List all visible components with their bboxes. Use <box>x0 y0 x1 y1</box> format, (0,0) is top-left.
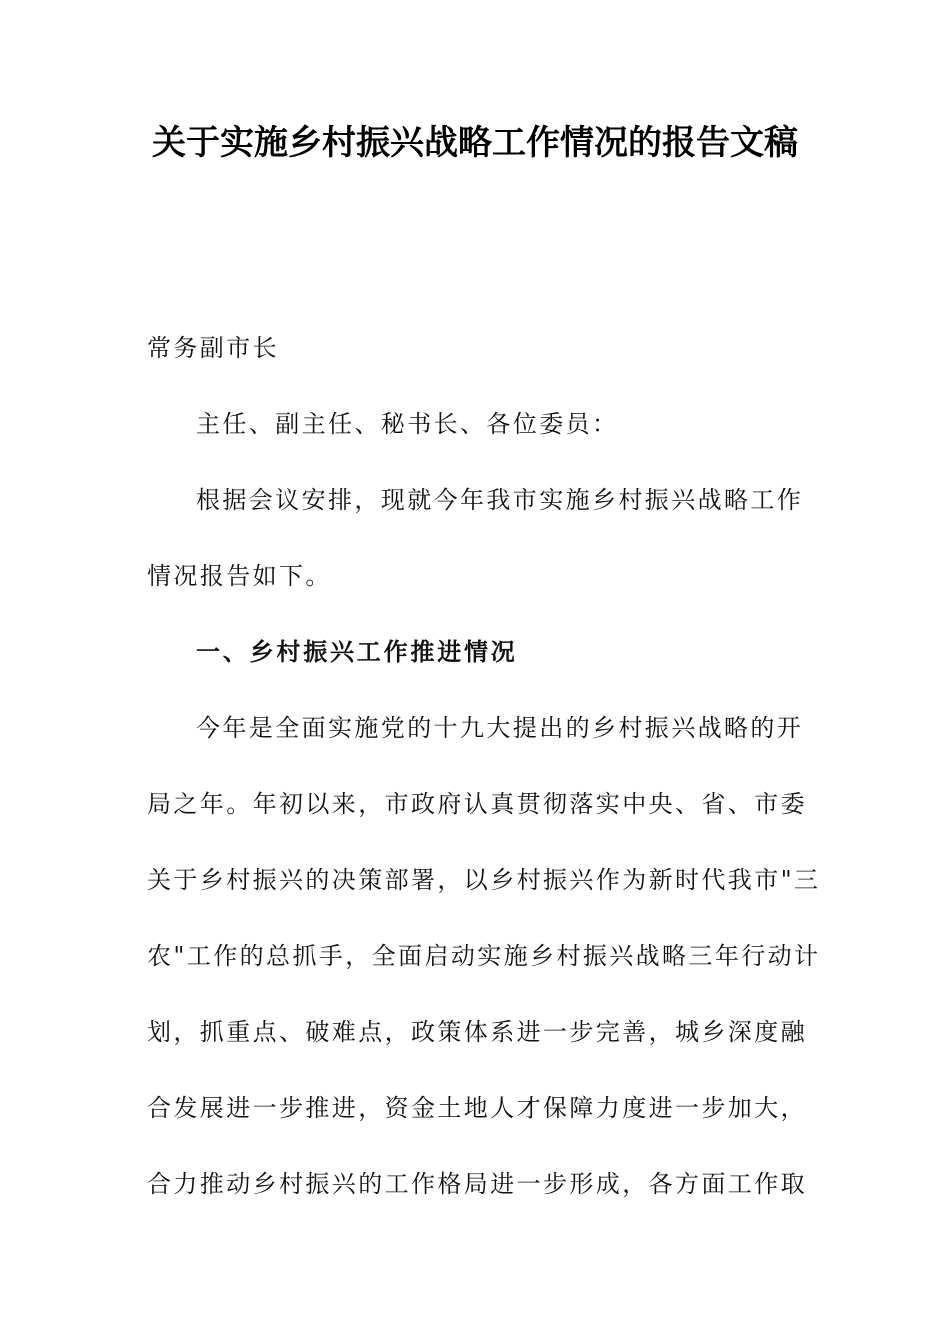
speaker-line: 常务副市长 <box>147 334 279 362</box>
intro-line-2: 情况报告如下。 <box>147 562 332 590</box>
intro-line-1: 根据会议安排，现就今年我市实施乡村振兴战略工作 <box>196 486 804 514</box>
salutation-line: 主任、副主任、秘书长、各位委员： <box>196 410 619 438</box>
body-line-1: 今年是全面实施党的十九大提出的乡村振兴战略的开 <box>196 714 804 742</box>
body-line-7: 合力推动乡村振兴的工作格局进一步形成，各方面工作取 <box>147 1170 807 1198</box>
section-heading: 一、乡村振兴工作推进情况 <box>196 638 518 666</box>
body-line-6: 合发展进一步推进，资金土地人才保障力度进一步加大， <box>147 1094 807 1122</box>
body-line-5: 划，抓重点、破难点，政策体系进一步完善，城乡深度融 <box>147 1018 807 1046</box>
document-title: 关于实施乡村振兴战略工作情况的报告文稿 <box>152 123 798 163</box>
body-line-3: 关于乡村振兴的决策部署，以乡村振兴作为新时代我市"三 <box>147 866 821 894</box>
body-line-4: 农"工作的总抓手，全面启动实施乡村振兴战略三年行动计 <box>147 942 821 970</box>
body-line-2: 局之年。年初以来，市政府认真贯彻落实中央、省、市委 <box>147 790 807 818</box>
